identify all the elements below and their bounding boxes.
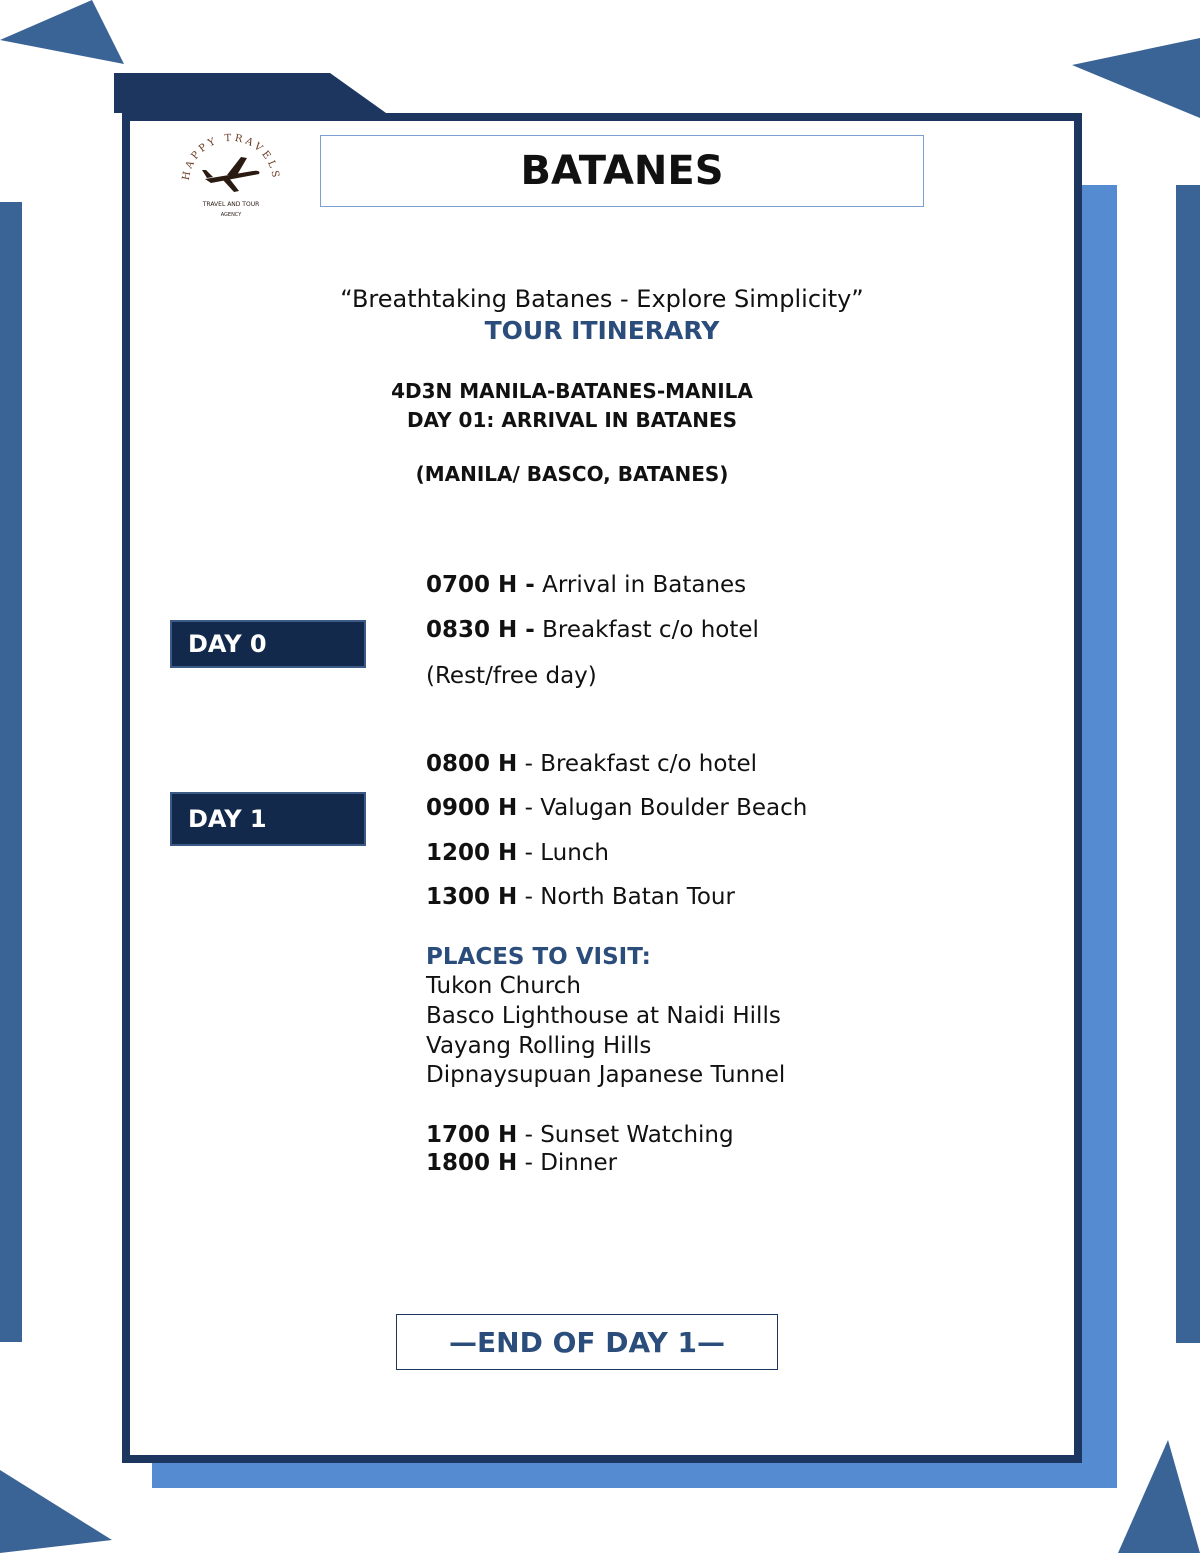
route-text: (MANILA/ BASCO, BATANES) xyxy=(415,462,729,486)
itinerary-card xyxy=(122,113,1082,1463)
end-of-day-label: —END OF DAY 1— xyxy=(396,1314,778,1370)
tagline: “Breathtaking Batanes - Explore Simplicity” xyxy=(340,285,864,313)
right-edge-bar xyxy=(1176,185,1200,1343)
place-item: Basco Lighthouse at Naidi Hills xyxy=(426,1003,781,1029)
page-title: BATANES xyxy=(320,135,924,207)
package-title: 4D3N MANILA-BATANES-MANILA xyxy=(391,379,753,403)
svg-text:HAPPY TRAVELS: HAPPY TRAVELS xyxy=(180,132,282,182)
schedule-item: 0830 H - Breakfast c/o hotel xyxy=(426,617,759,643)
place-item: Vayang Rolling Hills xyxy=(426,1033,652,1059)
frame-tab xyxy=(114,73,386,113)
corner-triangle-bottom-right xyxy=(1118,1440,1200,1553)
place-item: Tukon Church xyxy=(426,973,581,999)
schedule-item: 1200 H - Lunch xyxy=(426,840,609,866)
day-0-badge: DAY 0 xyxy=(170,620,366,668)
corner-triangle-top-left xyxy=(0,0,124,64)
schedule-item: 0700 H - Arrival in Batanes xyxy=(426,572,747,598)
airplane-icon xyxy=(202,157,259,192)
day-0-note: (Rest/free day) xyxy=(426,663,597,689)
logo-subtitle-line2: AGENCY xyxy=(220,212,242,218)
corner-triangle-bottom-left xyxy=(0,1470,112,1553)
schedule-item: 0900 H - Valugan Boulder Beach xyxy=(426,795,808,821)
day-1-badge: DAY 1 xyxy=(170,792,366,846)
places-heading: PLACES TO VISIT: xyxy=(426,944,651,970)
place-item: Dipnaysupuan Japanese Tunnel xyxy=(426,1062,786,1088)
day01-title: DAY 01: ARRIVAL IN BATANES xyxy=(406,408,738,432)
corner-triangle-top-right xyxy=(1072,38,1200,118)
logo-subtitle-line1: TRAVEL AND TOUR xyxy=(202,201,260,208)
left-edge-bar xyxy=(0,202,22,1342)
schedule-item: 1700 H - Sunset Watching xyxy=(426,1122,734,1148)
schedule-item: 1300 H - North Batan Tour xyxy=(426,884,735,910)
schedule-item: 1800 H - Dinner xyxy=(426,1150,618,1176)
itinerary-heading: TOUR ITINERARY xyxy=(484,316,720,345)
schedule-item: 0800 H - Breakfast c/o hotel xyxy=(426,751,757,777)
happy-travels-logo xyxy=(175,131,285,221)
